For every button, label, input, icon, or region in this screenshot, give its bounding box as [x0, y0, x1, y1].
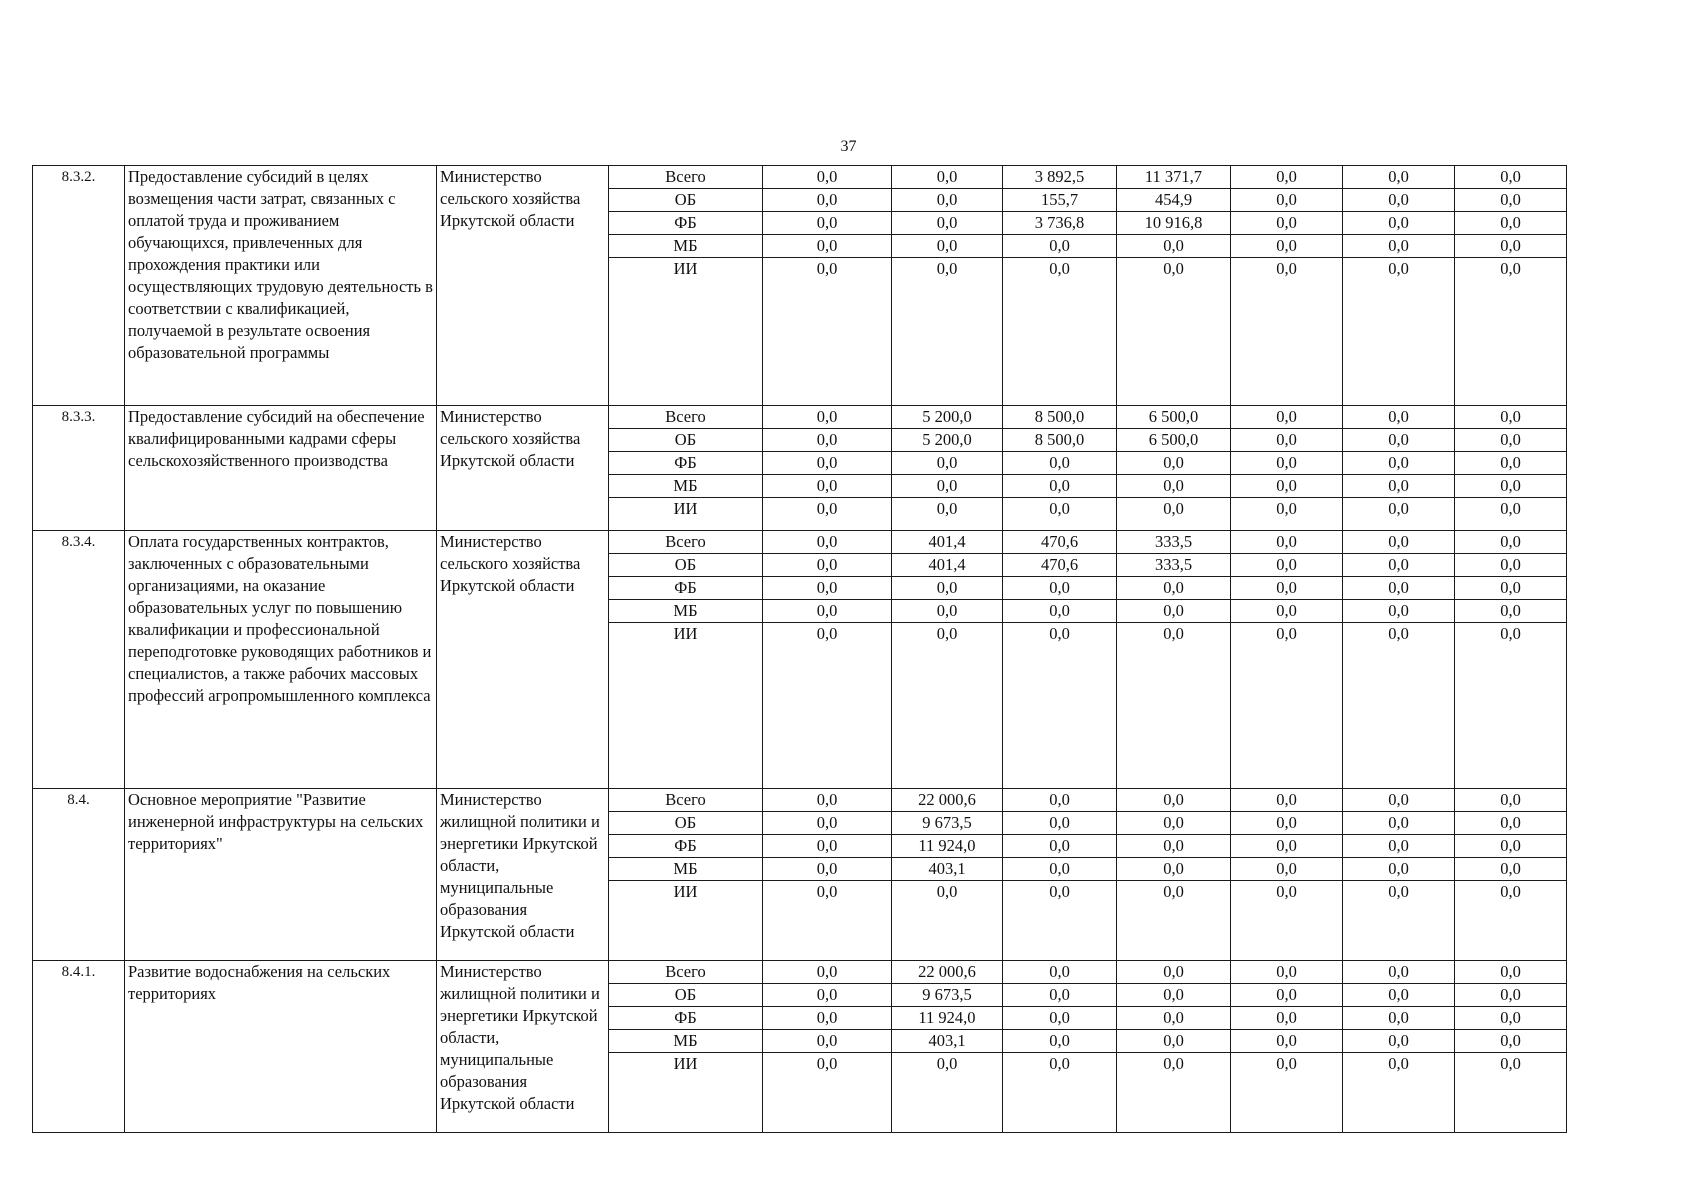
funding-value-cell: 0,0	[1117, 452, 1231, 475]
funding-value-cell: 0,0	[1455, 881, 1567, 961]
funding-source-label: Всего	[609, 961, 763, 984]
funding-value-cell: 0,0	[1231, 984, 1343, 1007]
funding-value-cell: 0,0	[1003, 235, 1117, 258]
funding-source-label: ИИ	[609, 623, 763, 789]
funding-value-cell: 0,0	[763, 789, 892, 812]
funding-value-cell: 9 673,5	[892, 812, 1003, 835]
measure-executor: Министерство сельского хозяйства Иркутской области	[437, 406, 609, 531]
funding-value-cell: 0,0	[1117, 961, 1231, 984]
funding-source-label: ОБ	[609, 554, 763, 577]
funding-value-cell: 0,0	[763, 166, 892, 189]
funding-source-label: ФБ	[609, 577, 763, 600]
funding-value-cell: 22 000,6	[892, 961, 1003, 984]
funding-value-cell: 0,0	[1231, 961, 1343, 984]
funding-value-cell: 0,0	[1231, 406, 1343, 429]
measure-number: 8.3.2.	[33, 166, 125, 406]
program-measures-table	[32, 165, 1567, 1133]
funding-value-cell: 3 736,8	[1003, 212, 1117, 235]
funding-value-cell: 0,0	[1117, 600, 1231, 623]
funding-value-cell: 0,0	[763, 452, 892, 475]
funding-source-label: ФБ	[609, 835, 763, 858]
funding-value-cell: 0,0	[1343, 858, 1455, 881]
funding-value-cell: 0,0	[1231, 498, 1343, 531]
funding-source-label: ОБ	[609, 189, 763, 212]
funding-value-cell: 0,0	[1117, 1007, 1231, 1030]
funding-value-cell: 0,0	[763, 475, 892, 498]
measure-number: 8.3.3.	[33, 406, 125, 531]
funding-value-cell: 0,0	[1343, 406, 1455, 429]
funding-source-label: Всего	[609, 406, 763, 429]
funding-value-cell: 0,0	[1343, 189, 1455, 212]
funding-value-cell: 401,4	[892, 531, 1003, 554]
funding-value-cell: 0,0	[1343, 498, 1455, 531]
measure-number: 8.4.	[33, 789, 125, 961]
funding-value-cell: 0,0	[763, 1007, 892, 1030]
funding-source-label: Всего	[609, 531, 763, 554]
funding-source-label: ОБ	[609, 984, 763, 1007]
funding-value-cell: 0,0	[1455, 258, 1567, 406]
funding-source-label: Всего	[609, 166, 763, 189]
funding-value-cell: 0,0	[1455, 1007, 1567, 1030]
funding-value-cell: 0,0	[892, 600, 1003, 623]
funding-value-cell: 0,0	[763, 1053, 892, 1133]
funding-value-cell: 0,0	[1343, 235, 1455, 258]
funding-value-cell: 9 673,5	[892, 984, 1003, 1007]
table-row	[33, 789, 1567, 812]
funding-value-cell: 0,0	[1343, 166, 1455, 189]
funding-value-cell: 0,0	[1231, 235, 1343, 258]
funding-value-cell: 0,0	[892, 1053, 1003, 1133]
funding-value-cell: 11 924,0	[892, 835, 1003, 858]
funding-source-label: МБ	[609, 475, 763, 498]
funding-value-cell: 0,0	[1231, 1030, 1343, 1053]
funding-value-cell: 333,5	[1117, 531, 1231, 554]
funding-value-cell: 0,0	[1003, 600, 1117, 623]
funding-value-cell: 401,4	[892, 554, 1003, 577]
funding-value-cell: 0,0	[1231, 577, 1343, 600]
funding-value-cell: 0,0	[1003, 984, 1117, 1007]
measure-executor: Министерство жилищной политики и энергетики Иркутской области, муниципальные образования Иркутской области	[437, 961, 609, 1133]
funding-value-cell: 0,0	[1003, 835, 1117, 858]
funding-source-label: ИИ	[609, 1053, 763, 1133]
funding-value-cell: 0,0	[1003, 961, 1117, 984]
funding-value-cell: 0,0	[1231, 189, 1343, 212]
funding-value-cell: 0,0	[1455, 600, 1567, 623]
funding-value-cell: 8 500,0	[1003, 406, 1117, 429]
funding-value-cell: 0,0	[1231, 881, 1343, 961]
funding-value-cell: 0,0	[1343, 600, 1455, 623]
measure-name: Развитие водоснабжения на сельских территориях	[125, 961, 437, 1133]
funding-value-cell: 0,0	[1003, 452, 1117, 475]
funding-value-cell: 0,0	[1231, 789, 1343, 812]
funding-value-cell: 0,0	[1117, 881, 1231, 961]
funding-value-cell: 0,0	[1455, 623, 1567, 789]
funding-source-label: Всего	[609, 789, 763, 812]
funding-value-cell: 0,0	[1231, 554, 1343, 577]
measure-number: 8.3.4.	[33, 531, 125, 789]
measure-name: Основное мероприятие "Развитие инженерной инфраструктуры на сельских территориях"	[125, 789, 437, 961]
funding-value-cell: 0,0	[763, 189, 892, 212]
funding-value-cell: 0,0	[763, 1030, 892, 1053]
measure-name: Оплата государственных контрактов, заключенных с образовательными организациями, на оказание образовательных услуг по повышению квалификации и профессиональной переподготовке руководящих работников и специалистов, а также рабочих массовых профессий агропромышленного комплекса	[125, 531, 437, 789]
measure-name: Предоставление субсидий на обеспечение квалифицированными кадрами сферы сельскохозяйственного производства	[125, 406, 437, 531]
funding-value-cell: 0,0	[1231, 531, 1343, 554]
funding-value-cell: 0,0	[1003, 1007, 1117, 1030]
funding-value-cell: 0,0	[1117, 258, 1231, 406]
funding-value-cell: 0,0	[1117, 1030, 1231, 1053]
funding-value-cell: 0,0	[1117, 984, 1231, 1007]
funding-value-cell: 0,0	[763, 858, 892, 881]
funding-value-cell: 0,0	[1343, 212, 1455, 235]
funding-value-cell: 11 371,7	[1117, 166, 1231, 189]
funding-value-cell: 0,0	[892, 452, 1003, 475]
table-row	[33, 166, 1567, 189]
funding-value-cell: 403,1	[892, 1030, 1003, 1053]
funding-value-cell: 454,9	[1117, 189, 1231, 212]
funding-value-cell: 0,0	[892, 166, 1003, 189]
funding-value-cell: 0,0	[1455, 789, 1567, 812]
funding-value-cell: 0,0	[1343, 623, 1455, 789]
funding-value-cell: 0,0	[1455, 1030, 1567, 1053]
funding-value-cell: 0,0	[892, 881, 1003, 961]
funding-value-cell: 0,0	[1455, 554, 1567, 577]
funding-value-cell: 333,5	[1117, 554, 1231, 577]
funding-value-cell: 0,0	[763, 881, 892, 961]
funding-value-cell: 0,0	[763, 212, 892, 235]
funding-value-cell: 0,0	[763, 531, 892, 554]
funding-source-label: ОБ	[609, 812, 763, 835]
funding-value-cell: 0,0	[892, 475, 1003, 498]
funding-value-cell: 0,0	[1455, 961, 1567, 984]
funding-value-cell: 0,0	[1343, 1053, 1455, 1133]
funding-value-cell: 6 500,0	[1117, 429, 1231, 452]
funding-value-cell: 0,0	[1117, 475, 1231, 498]
funding-value-cell: 0,0	[1003, 1030, 1117, 1053]
funding-value-cell: 0,0	[763, 406, 892, 429]
funding-value-cell: 0,0	[1231, 258, 1343, 406]
funding-value-cell: 0,0	[1231, 858, 1343, 881]
funding-value-cell: 0,0	[892, 235, 1003, 258]
funding-value-cell: 0,0	[763, 961, 892, 984]
funding-value-cell: 0,0	[1231, 835, 1343, 858]
table-row	[33, 406, 1567, 429]
funding-value-cell: 470,6	[1003, 531, 1117, 554]
funding-value-cell: 8 500,0	[1003, 429, 1117, 452]
funding-value-cell: 0,0	[1343, 452, 1455, 475]
funding-value-cell: 0,0	[1343, 429, 1455, 452]
funding-value-cell: 0,0	[1231, 429, 1343, 452]
funding-value-cell: 0,0	[1343, 577, 1455, 600]
funding-value-cell: 0,0	[1231, 600, 1343, 623]
funding-value-cell: 0,0	[1231, 475, 1343, 498]
funding-value-cell: 403,1	[892, 858, 1003, 881]
funding-value-cell: 0,0	[1455, 577, 1567, 600]
funding-value-cell: 0,0	[1343, 554, 1455, 577]
funding-source-label: ОБ	[609, 429, 763, 452]
funding-value-cell: 0,0	[763, 984, 892, 1007]
funding-value-cell: 0,0	[1455, 406, 1567, 429]
funding-value-cell: 0,0	[1343, 531, 1455, 554]
funding-source-label: МБ	[609, 1030, 763, 1053]
funding-value-cell: 0,0	[1231, 812, 1343, 835]
funding-source-label: МБ	[609, 600, 763, 623]
funding-value-cell: 0,0	[1117, 577, 1231, 600]
funding-value-cell: 0,0	[1455, 452, 1567, 475]
funding-value-cell: 0,0	[1455, 166, 1567, 189]
funding-value-cell: 0,0	[763, 835, 892, 858]
funding-value-cell: 155,7	[1003, 189, 1117, 212]
funding-value-cell: 0,0	[1343, 1007, 1455, 1030]
funding-value-cell: 0,0	[1231, 212, 1343, 235]
funding-value-cell: 0,0	[1117, 498, 1231, 531]
funding-value-cell: 0,0	[1003, 623, 1117, 789]
funding-source-label: ИИ	[609, 881, 763, 961]
funding-value-cell: 0,0	[1231, 623, 1343, 789]
funding-value-cell: 0,0	[1117, 858, 1231, 881]
funding-source-label: ФБ	[609, 212, 763, 235]
funding-value-cell: 0,0	[1003, 498, 1117, 531]
funding-value-cell: 0,0	[1455, 189, 1567, 212]
funding-value-cell: 5 200,0	[892, 429, 1003, 452]
funding-value-cell: 0,0	[1455, 858, 1567, 881]
funding-value-cell: 0,0	[892, 498, 1003, 531]
measure-executor: Министерство сельского хозяйства Иркутской области	[437, 166, 609, 406]
funding-value-cell: 0,0	[1455, 212, 1567, 235]
funding-value-cell: 0,0	[1003, 789, 1117, 812]
funding-value-cell: 0,0	[1343, 1030, 1455, 1053]
funding-value-cell: 0,0	[1231, 452, 1343, 475]
funding-value-cell: 3 892,5	[1003, 166, 1117, 189]
funding-value-cell: 0,0	[1117, 623, 1231, 789]
funding-value-cell: 0,0	[1343, 835, 1455, 858]
funding-value-cell: 0,0	[892, 258, 1003, 406]
funding-value-cell: 0,0	[1117, 789, 1231, 812]
funding-value-cell: 0,0	[1003, 858, 1117, 881]
funding-value-cell: 10 916,8	[1117, 212, 1231, 235]
funding-value-cell: 0,0	[1117, 235, 1231, 258]
table-row	[33, 531, 1567, 554]
funding-value-cell: 0,0	[763, 235, 892, 258]
funding-value-cell: 0,0	[1343, 812, 1455, 835]
funding-value-cell: 0,0	[1231, 1053, 1343, 1133]
funding-value-cell: 0,0	[1455, 235, 1567, 258]
funding-value-cell: 0,0	[1455, 531, 1567, 554]
funding-source-label: ИИ	[609, 258, 763, 406]
funding-value-cell: 0,0	[763, 812, 892, 835]
funding-value-cell: 0,0	[1231, 166, 1343, 189]
funding-value-cell: 6 500,0	[1117, 406, 1231, 429]
funding-value-cell: 0,0	[892, 577, 1003, 600]
funding-value-cell: 0,0	[763, 554, 892, 577]
table-body	[33, 166, 1567, 1133]
funding-value-cell: 0,0	[1343, 984, 1455, 1007]
funding-value-cell: 0,0	[1003, 577, 1117, 600]
funding-source-label: МБ	[609, 235, 763, 258]
funding-value-cell: 0,0	[763, 258, 892, 406]
table-row	[33, 961, 1567, 984]
funding-source-label: МБ	[609, 858, 763, 881]
measure-number: 8.4.1.	[33, 961, 125, 1133]
funding-value-cell: 22 000,6	[892, 789, 1003, 812]
funding-value-cell: 470,6	[1003, 554, 1117, 577]
funding-value-cell: 0,0	[763, 498, 892, 531]
funding-value-cell: 0,0	[1117, 1053, 1231, 1133]
funding-value-cell: 0,0	[763, 577, 892, 600]
funding-value-cell: 0,0	[1455, 1053, 1567, 1133]
funding-value-cell: 0,0	[1455, 475, 1567, 498]
funding-value-cell: 0,0	[1343, 789, 1455, 812]
funding-value-cell: 0,0	[1455, 498, 1567, 531]
funding-value-cell: 0,0	[1003, 1053, 1117, 1133]
funding-value-cell: 0,0	[1455, 984, 1567, 1007]
funding-value-cell: 0,0	[1117, 835, 1231, 858]
funding-value-cell: 0,0	[1343, 475, 1455, 498]
funding-value-cell: 5 200,0	[892, 406, 1003, 429]
funding-value-cell: 0,0	[1003, 475, 1117, 498]
funding-value-cell: 0,0	[1117, 812, 1231, 835]
funding-value-cell: 0,0	[1343, 881, 1455, 961]
funding-value-cell: 0,0	[1003, 812, 1117, 835]
funding-source-label: ИИ	[609, 498, 763, 531]
funding-value-cell: 0,0	[1343, 258, 1455, 406]
funding-value-cell: 0,0	[1455, 812, 1567, 835]
measure-name: Предоставление субсидий в целях возмещения части затрат, связанных с оплатой труда и проживанием обучающихся, привлеченных для прохождения практики или осуществляющих трудовую деятельность в соответствии с квалификацией, получаемой в результате освоения образовательной программы	[125, 166, 437, 406]
measure-executor: Министерство жилищной политики и энергетики Иркутской области, муниципальные образования Иркутской области	[437, 789, 609, 961]
funding-value-cell: 0,0	[1231, 1007, 1343, 1030]
page-number: 37	[840, 138, 857, 155]
funding-value-cell: 0,0	[763, 623, 892, 789]
funding-value-cell: 0,0	[1003, 258, 1117, 406]
funding-value-cell: 0,0	[1455, 429, 1567, 452]
funding-value-cell: 0,0	[1003, 881, 1117, 961]
funding-value-cell: 0,0	[892, 212, 1003, 235]
funding-value-cell: 0,0	[1343, 961, 1455, 984]
funding-source-label: ФБ	[609, 1007, 763, 1030]
funding-value-cell: 0,0	[892, 189, 1003, 212]
funding-value-cell: 0,0	[1455, 835, 1567, 858]
funding-value-cell: 11 924,0	[892, 1007, 1003, 1030]
funding-value-cell: 0,0	[763, 600, 892, 623]
funding-value-cell: 0,0	[892, 623, 1003, 789]
funding-source-label: ФБ	[609, 452, 763, 475]
funding-value-cell: 0,0	[763, 429, 892, 452]
measure-executor: Министерство сельского хозяйства Иркутской области	[437, 531, 609, 789]
